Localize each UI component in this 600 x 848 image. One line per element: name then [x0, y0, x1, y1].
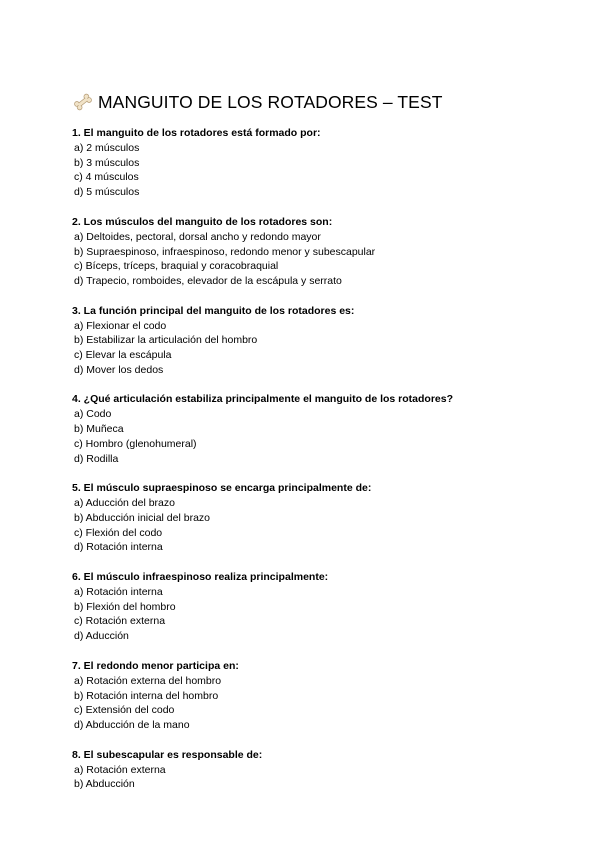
answer-option: a) Aducción del brazo: [74, 497, 175, 510]
option-list: [72, 496, 542, 555]
answer-option: c) 4 músculos: [74, 171, 139, 184]
bone-icon: [72, 93, 94, 111]
option-list: [72, 674, 542, 733]
question-text: 4. ¿Qué articulación estabiliza principalmente el manguito de los rotadores?: [72, 393, 454, 406]
answer-option: d) Trapecio, romboides, elevador de la escápula y serrato: [74, 274, 342, 287]
answer-option: a) Deltoides, pectoral, dorsal ancho y redondo mayor: [74, 230, 321, 243]
question-block: [72, 659, 542, 733]
question-text: 6. El músculo infraespinoso realiza principalmente:: [72, 571, 329, 584]
answer-option: c) Rotación externa: [74, 615, 166, 628]
answer-option: b) Abducción: [74, 778, 135, 791]
question-text: 8. El subescapular es responsable de:: [72, 748, 263, 761]
question-text: 3. La función principal del manguito de los rotadores es:: [72, 304, 355, 317]
answer-option: d) Rodilla: [74, 452, 119, 465]
answer-option: a) Rotación externa: [74, 763, 166, 776]
question-text: 7. El redondo menor participa en:: [72, 659, 239, 672]
answer-option: a) Codo: [74, 408, 112, 421]
answer-option: d) Aducción: [74, 630, 129, 643]
answer-option: b) 3 músculos: [74, 156, 140, 169]
answer-option: d) Mover los dedos: [74, 363, 164, 376]
answer-option: a) 2 músculos: [74, 142, 140, 154]
answer-option: c) Hombro (glenohumeral): [74, 437, 197, 450]
option-list: [72, 407, 542, 466]
answer-option: b) Supraespinoso, infraespinoso, redondo menor y subescapular: [74, 245, 376, 258]
answer-option: a) Rotación interna: [74, 586, 163, 599]
document-page: [72, 90, 542, 807]
answer-option: d) 5 músculos: [74, 186, 140, 199]
question-text: 5. El músculo supraespinoso se encarga principalmente de:: [72, 482, 372, 495]
answer-option: b) Rotación interna del hombro: [74, 689, 219, 702]
answer-option: c) Elevar la escápula: [74, 349, 172, 362]
option-list: [72, 763, 542, 792]
title-row: [72, 90, 542, 114]
answer-option: d) Rotación interna: [74, 541, 163, 554]
question-list: [72, 126, 542, 792]
answer-option: b) Muñeca: [74, 423, 124, 436]
answer-option: d) Abducción de la mano: [74, 718, 190, 731]
question-text: 2. Los músculos del manguito de los rotadores son:: [72, 215, 333, 228]
answer-option: b) Abducción inicial del brazo: [74, 511, 210, 524]
question-block: [72, 215, 542, 289]
question-block: [72, 392, 542, 466]
question-block: [72, 304, 542, 378]
question-block: [72, 570, 542, 644]
answer-option: b) Flexión del hombro: [74, 600, 176, 613]
answer-option: c) Extensión del codo: [74, 704, 175, 717]
answer-option: b) Estabilizar la articulación del hombro: [74, 334, 258, 347]
page-title: MANGUITO DE LOS ROTADORES – TEST: [98, 91, 443, 112]
option-list: [72, 585, 542, 644]
answer-option: c) Bíceps, tríceps, braquial y coracobraquial: [74, 260, 279, 273]
question-block: [72, 126, 542, 200]
option-list: [72, 141, 542, 200]
option-list: [72, 230, 542, 289]
answer-option: a) Flexionar el codo: [74, 319, 167, 332]
question-block: [72, 481, 542, 555]
answer-option: a) Rotación externa del hombro: [74, 674, 222, 687]
question-block: [72, 748, 542, 792]
answer-option: c) Flexión del codo: [74, 526, 163, 539]
question-text: 1. El manguito de los rotadores está formado por:: [72, 127, 321, 139]
option-list: [72, 319, 542, 378]
